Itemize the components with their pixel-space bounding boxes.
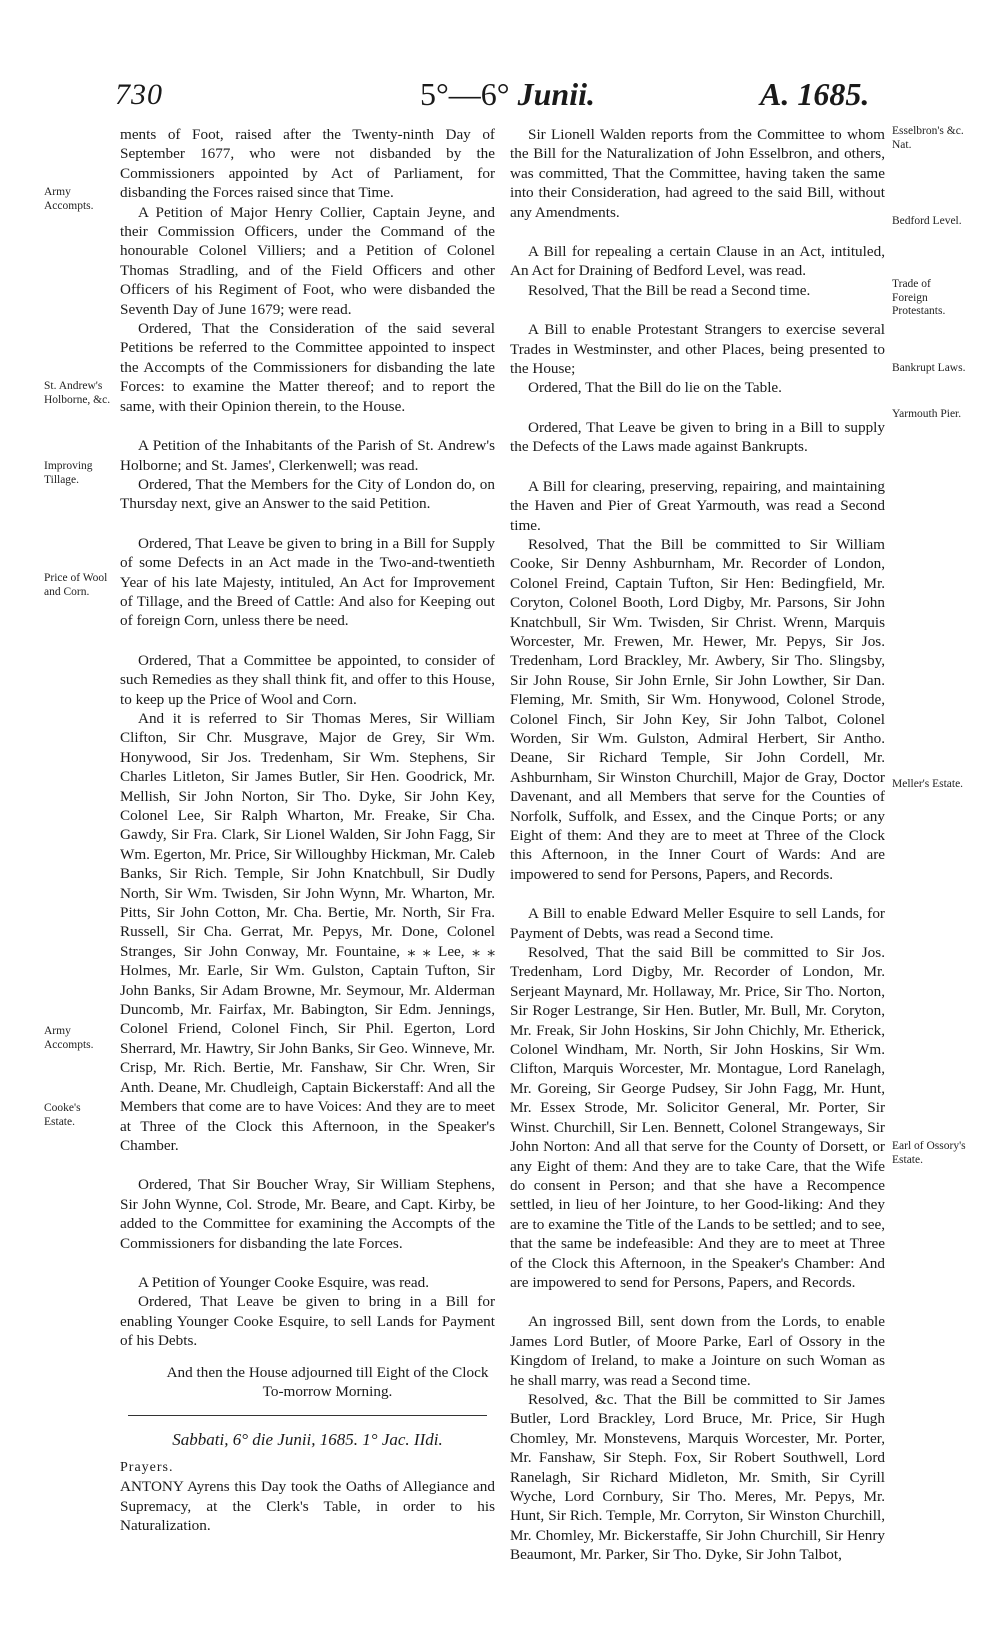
page-header bbox=[0, 78, 992, 128]
paragraph: A Bill to enable Protestant Strangers to exercise several Trades in Westminster, and other Places, being presented to the House; bbox=[510, 321, 885, 378]
paragraph: Resolved, That the Bill be committed to Sir William Cooke, Sir Denny Ashburnham, Mr. Recorder of London, Colonel Freind, Captain Tufton, Sir Hen: Bedingfield, Mr. Coryton, Colonel Booth, Lord Digby, Mr. Parsons, Sir John Knatchbull, Sir Wm. Twisden, Sir Christ. Wrenn, Marquis Worcester, Mr. Frewen, Mr. Hewer, Mr. Pepys, Sir Jos. Tredenham, Lord Brackley, Mr. Awbery, Sir Tho. Slingsby, Sir John Rouse, Sir John Ernle, Sir John Lowther, Sir Dan. Fleming, Mr. Smith, Sir Wm. Honywood, Colonel Strode, Colonel Finch, Sir John Key, Sir John Talbot, Colonel Worden, Sir Wm. Gulston, Admiral Herbert, Sir Antho. Deane, Sir Richard Temple, Sir John Cordell, Mr. Ashburnham, Sir Winston Churchill, Major de Gray, Doctor Davenant, and all Members that serve for the Counties of Norfolk, Suffolk, and Essex, and the Cinque Ports; or any Eight of them: And they are to meet at Three of the Clock this Afternoon, in the Inner Court of Wards: And are impowered to send for Persons, Papers, and Records. bbox=[510, 535, 885, 883]
section-rule bbox=[128, 1415, 487, 1416]
paragraph: A Petition of Major Henry Collier, Captain Jeyne, and their Commission Officers, under the Command of the honourable Colonel Villiers; and a Petition of Colonel Thomas Stradling, and of the Field Officers and other Officers of his Regiment of Foot, who were disbanded the Seventh Day of June 1679; were read. bbox=[120, 203, 495, 318]
paragraph: Resolved, &c. That the Bill be committed to Sir James Butler, Lord Brackley, Lord Bruce, Mr. Price, Sir Hugh Chomley, Mr. Monstevens, Marquis Worcester, Mr. Porter, Mr. Fanshaw, Sir Steph. Fox, Sir Robert Southwell, Lord Ranelagh, Sir Richard Midleton, Mr. Smith, Sir Cyrill Wyche, Lord Cornbury, Sir Tho. Meres, Mr. Pepys, Mr. Hunt, Sir Rich. Temple, Mr. Corryton, Sir Winston Churchill, Mr. Chomley, Mr. Bickerstaffe, Sir John Churchill, Sir Henry Beaumont, Mr. Parker, Sir Tho. Dyke, Sir John Talbot, bbox=[510, 1390, 885, 1564]
margin-note: St. Andrew's Holborne, &c. bbox=[44, 380, 111, 406]
paragraph: Ordered, That the Consideration of the said several Petitions be referred to the Committee appointed to inspect the Accompts of the Commissioners for disbanding the late Forces: to examine the Matter thereof; and to report the same, with their Opinion therein, to the House. bbox=[120, 320, 495, 415]
margin-note: Esselbron's &c. Nat. bbox=[892, 125, 964, 151]
paragraph: An ingrossed Bill, sent down from the Lords, to enable James Lord Butler, of Moore Parke, Earl of Ossory in the Kingdom of Ireland, to make a Jointure on such Woman as he shall marry, was read a Second time. bbox=[510, 1313, 885, 1389]
margin-note: Bedford Level. bbox=[892, 215, 962, 227]
paragraph: Ordered, That the Members for the City of London do, on Thursday next, give an Answer to the said Petition. bbox=[120, 475, 495, 513]
paragraph: Resolved, That the Bill be read a Second time. bbox=[528, 281, 811, 299]
margin-note: Yarmouth Pier. bbox=[892, 408, 962, 420]
margin-note: Trade of Foreign Protestants. bbox=[892, 278, 946, 317]
paragraph: And it is referred to Sir Thomas Meres, Sir William Clifton, Sir Chr. Musgrave, Major de Grey, Sir Wm. Honywood, Sir Jos. Tredenham, Sir Wm. Stephens, Sir Charles Litleton, Sir James Butler, Sir Hen. Goodrick, Mr. Mellish, Sir John Norton, Sir Tho. Dyke, Sir John Key, Colonel Lee, Sir Ralph Wharton, Mr. Freake, Sir Cha. Gawdy, Sir Fra. Clark, Sir Lionel Walden, Sir John Fagg, Sir Wm. Egerton, Mr. Price, Sir Willoughby Hickman, Mr. Caleb Banks, Sir Rich. Temple, Sir John Knatchbull, Sir Dudly North, Sir Wm. Twisden, Sir John Wynn, Mr. Wharton, Mr. Pitts, Sir John Cotton, Mr. Cha. Bertie, Mr. North, Sir Fra. Russell, Sir Cha. Gerrat, Mr. Pepys, Mr. Done, Colonel Stranges, Sir John Conway, Mr. Fountaine, ⁎ ⁎ Lee, ⁎ ⁎ Holmes, Mr. Earle, Sir Wm. Gulston, Captain Tufton, Sir John Banks, Sir Adam Browne, Mr. Seymour, Mr. Alderman Duncomb, Mr. Fairfax, Mr. Babington, Sir Edm. Jennings, Colonel Friend, Colonel Finch, Sir Phil. Egerton, Lord Sherrard, Mr. Hawtry, Sir John Banks, Sir Geo. Winneve, Mr. Crisp, Mr. Rich. Bertie, Mr. Fanshaw, Sir Chr. Wren, Sir Anth. Deane, Mr. Chudleigh, Captain Bickerstaff: And all the Members that come are to have Voices: And they are to meet at Three of the Clock this Afternoon, in the Speaker's Chamber. bbox=[120, 709, 495, 1154]
adjournment: And then the House adjourned till Eight of the Clock To-morrow Morning. bbox=[166, 1363, 489, 1400]
paragraph: Ordered, That Sir Boucher Wray, Sir William Stephens, Sir John Wynne, Col. Strode, Mr. Beare, and Capt. Kirby, be added to the Committee for examining the Accompts of the Commissioners for disbanding the late Forces. bbox=[120, 1176, 495, 1252]
paragraph: Ordered, That Leave be given to bring in a Bill for Supply of some Defects in an Act made in the Two-and-twentieth Year of his late Majesty, intituled, An Act for Improvement of Tillage, and the Breed of Cattle: And also for Keeping out of foreign Corn, unless there be need. bbox=[120, 534, 495, 630]
header-date-numerals: 5°—6° bbox=[420, 76, 510, 112]
right-column bbox=[510, 125, 885, 1565]
page-number: 730 bbox=[115, 78, 163, 111]
margin-note: Army Accompts. bbox=[44, 186, 94, 212]
margin-note: Improving Tillage. bbox=[44, 460, 93, 486]
paragraph: A Bill for repealing a certain Clause in an Act, intituled, An Act for Draining of Bedford Level, was read. bbox=[510, 243, 885, 280]
margin-note: Earl of Ossory's Estate. bbox=[892, 1140, 966, 1166]
paragraph: Sir Lionell Walden reports from the Committee to whom the Bill for the Naturalization of John Esselbron, and others, was committed, That the Committee, having taken the same into their Consideration, had agreed to the said Bill, without any Amendments. bbox=[510, 126, 885, 221]
header-date bbox=[420, 76, 595, 113]
header-year: A. 1685. bbox=[760, 76, 870, 112]
paragraph: Resolved, That the said Bill be committed to Sir Jos. Tredenham, Lord Digby, Mr. Recorder of London, Mr. Serjeant Maynard, Mr. Hollaway, Mr. Price, Sir Tho. Norton, Sir Roger Lestrange, Sir Hen. Butler, Mr. Bull, Mr. Coryton, Mr. Freak, Sir John Hoskins, Sir John Chichly, Mr. Etherick, Colonel Windham, Mr. North, Sir John Hoskins, Sir Wm. Clifton, Marquis Worcester, Mr. Montague, Lord Ranelagh, Mr. Goreing, Sir George Pudsey, Sir John Fagg, Mr. Hunt, Mr. Essex Strode, Mr. Solicitor General, Mr. Porter, Sir Winst. Churchill, Sir Len. Bennett, Colonel Strangeways, Sir John Norton: And all that serve for the County of Dorsett, or any Eight of them: And they are to take Care, that the Wife do consent in Person; and that she have a Recompence settled, in lieu of her Jointure, to her Good-liking: And they are to examine the Title of the Lands to be settled; and to see, that the same be indefeasible: And they are to meet at Three of the Clock this Afternoon, in the Speaker's Chamber: And are impowered to send for Persons, Papers, and Records. bbox=[510, 944, 885, 1291]
paragraph: Ordered, That Leave be given to bring in a Bill to supply the Defects of the Laws made against Bankrupts. bbox=[510, 418, 885, 456]
margin-note: Army Accompts. bbox=[44, 1025, 94, 1051]
paragraph: ANTONY Ayrens this Day took the Oaths of Allegiance and Supremacy, at the Clerk's Table, in order to his Naturalization. bbox=[120, 1478, 495, 1534]
margin-note: Price of Wool and Corn. bbox=[44, 572, 108, 598]
margin-note: Cooke's Estate. bbox=[44, 1102, 81, 1128]
paragraph: A Bill for clearing, preserving, repairing, and maintaining the Haven and Pier of Great Yarmouth, was read a Second time. bbox=[510, 477, 885, 534]
paragraph: A Bill to enable Edward Meller Esquire to sell Lands, for Payment of Debts, was read a Second time. bbox=[510, 905, 885, 942]
paragraph: Ordered, That a Committee be appointed, to consider of such Remedies as they shall think fit, and offer to this House, to keep up the Price of Wool and Corn. bbox=[120, 651, 495, 708]
prayers-heading: Prayers. bbox=[120, 1459, 174, 1475]
paragraph: A Petition of Younger Cooke Esquire, was read. bbox=[138, 1273, 430, 1291]
margin-note: Meller's Estate. bbox=[892, 778, 964, 790]
paragraph: Ordered, That the Bill do lie on the Table. bbox=[528, 379, 782, 397]
paragraph: Ordered, That Leave be given to bring in a Bill for enabling Younger Cooke Esquire, to sell Lands for Payment of his Debts. bbox=[120, 1293, 495, 1350]
margin-note: Bankrupt Laws. bbox=[892, 362, 966, 374]
sitting-date: Sabbati, 6° die Junii, 1685. 1° Jac. IIdi. bbox=[172, 1430, 443, 1450]
paragraph: ments of Foot, raised after the Twenty-ninth Day of September 1677, who were not disbanded by the Commissioners appointed by Act of Parliament, for disbanding the Forces raised since that Time. bbox=[120, 126, 495, 202]
paragraph: A Petition of the Inhabitants of the Parish of St. Andrew's Holborne; and St. James', Clerkenwell; was read. bbox=[120, 437, 495, 474]
left-column bbox=[120, 125, 495, 1535]
header-date-word: Junii. bbox=[517, 76, 595, 112]
